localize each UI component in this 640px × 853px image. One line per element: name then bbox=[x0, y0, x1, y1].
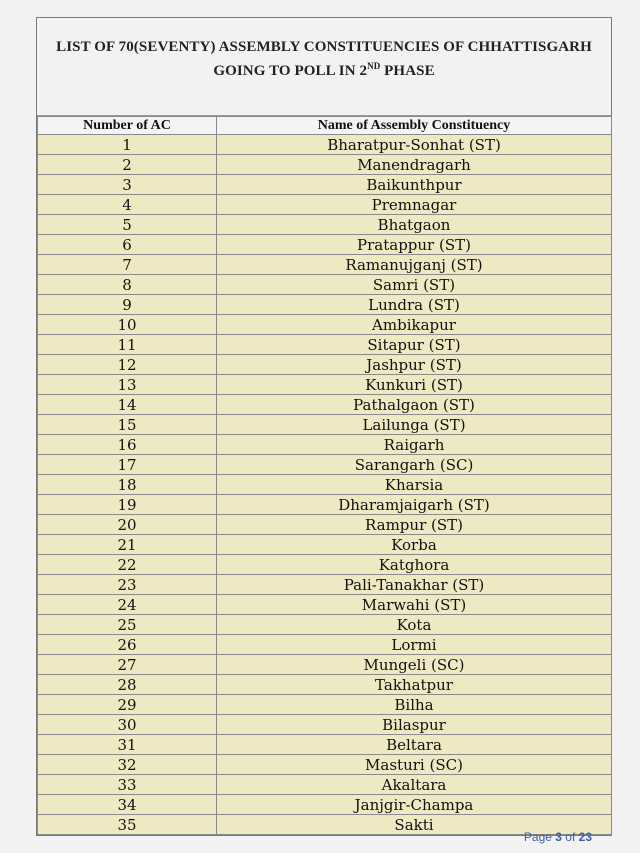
constituency-name-cell: Marwahi (ST) bbox=[217, 595, 612, 615]
page-total: 23 bbox=[578, 830, 592, 844]
constituency-name-cell: Bharatpur-Sonhat (ST) bbox=[217, 135, 612, 155]
table-row bbox=[38, 555, 612, 575]
constituency-name-cell: Lailunga (ST) bbox=[217, 415, 612, 435]
constituency-name-cell: Jashpur (ST) bbox=[217, 355, 612, 375]
ac-number-cell: 5 bbox=[38, 215, 217, 235]
constituency-name-cell: Kota bbox=[217, 615, 612, 635]
ac-number-cell: 9 bbox=[38, 295, 217, 315]
ac-number-cell: 29 bbox=[38, 695, 217, 715]
constituency-name-cell: Pathalgaon (ST) bbox=[217, 395, 612, 415]
ac-number-cell: 30 bbox=[38, 715, 217, 735]
ac-number-cell: 34 bbox=[38, 795, 217, 815]
ac-number-cell: 17 bbox=[38, 455, 217, 475]
table-row bbox=[38, 755, 612, 775]
ac-number-cell: 26 bbox=[38, 635, 217, 655]
table-header-row bbox=[38, 117, 612, 135]
title-line-2-suffix: PHASE bbox=[380, 63, 435, 79]
page-middle: of bbox=[561, 830, 579, 844]
table-row bbox=[38, 355, 612, 375]
constituency-name-cell: Takhatpur bbox=[217, 675, 612, 695]
constituency-name-cell: Janjgir-Champa bbox=[217, 795, 612, 815]
table-row bbox=[38, 435, 612, 455]
constituency-name-cell: Manendragarh bbox=[217, 155, 612, 175]
table-row bbox=[38, 795, 612, 815]
table-row bbox=[38, 335, 612, 355]
constituency-name-cell: Dharamjaigarh (ST) bbox=[217, 495, 612, 515]
table-row bbox=[38, 195, 612, 215]
table-row bbox=[38, 675, 612, 695]
table-row bbox=[38, 295, 612, 315]
constituency-name-cell: Katghora bbox=[217, 555, 612, 575]
ac-number-cell: 7 bbox=[38, 255, 217, 275]
ac-number-cell: 18 bbox=[38, 475, 217, 495]
title-ordinal-suffix: ND bbox=[367, 61, 381, 71]
constituency-name-cell: Ramanujganj (ST) bbox=[217, 255, 612, 275]
table-row bbox=[38, 715, 612, 735]
constituency-name-cell: Sakti bbox=[217, 815, 612, 835]
table-row bbox=[38, 395, 612, 415]
ac-number-cell: 35 bbox=[38, 815, 217, 835]
table-row bbox=[38, 135, 612, 155]
header-number-of-ac: Number of AC bbox=[38, 117, 217, 135]
constituency-name-cell: Bhatgaon bbox=[217, 215, 612, 235]
table-row bbox=[38, 315, 612, 335]
table-row bbox=[38, 575, 612, 595]
constituency-name-cell: Sitapur (ST) bbox=[217, 335, 612, 355]
constituency-name-cell: Akaltara bbox=[217, 775, 612, 795]
ac-number-cell: 32 bbox=[38, 755, 217, 775]
table-row bbox=[38, 695, 612, 715]
table-body bbox=[38, 135, 612, 835]
ac-number-cell: 15 bbox=[38, 415, 217, 435]
ac-number-cell: 33 bbox=[38, 775, 217, 795]
page-number bbox=[524, 830, 592, 844]
ac-number-cell: 2 bbox=[38, 155, 217, 175]
constituency-name-cell: Mungeli (SC) bbox=[217, 655, 612, 675]
ac-number-cell: 20 bbox=[38, 515, 217, 535]
table-row bbox=[38, 515, 612, 535]
page-current: 3 bbox=[555, 830, 562, 844]
table-row bbox=[38, 535, 612, 555]
ac-number-cell: 11 bbox=[38, 335, 217, 355]
table-row bbox=[38, 235, 612, 255]
constituency-name-cell: Ambikapur bbox=[217, 315, 612, 335]
ac-number-cell: 14 bbox=[38, 395, 217, 415]
table-row bbox=[38, 175, 612, 195]
ac-number-cell: 27 bbox=[38, 655, 217, 675]
ac-number-cell: 22 bbox=[38, 555, 217, 575]
constituency-name-cell: Baikunthpur bbox=[217, 175, 612, 195]
constituency-name-cell: Lormi bbox=[217, 635, 612, 655]
ac-number-cell: 3 bbox=[38, 175, 217, 195]
ac-number-cell: 12 bbox=[38, 355, 217, 375]
constituency-name-cell: Masturi (SC) bbox=[217, 755, 612, 775]
ac-number-cell: 24 bbox=[38, 595, 217, 615]
constituency-name-cell: Lundra (ST) bbox=[217, 295, 612, 315]
ac-number-cell: 13 bbox=[38, 375, 217, 395]
table-row bbox=[38, 275, 612, 295]
ac-number-cell: 28 bbox=[38, 675, 217, 695]
table-row bbox=[38, 415, 612, 435]
ac-number-cell: 25 bbox=[38, 615, 217, 635]
constituency-name-cell: Pratappur (ST) bbox=[217, 235, 612, 255]
constituency-name-cell: Pali-Tanakhar (ST) bbox=[217, 575, 612, 595]
table-row bbox=[38, 155, 612, 175]
ac-number-cell: 16 bbox=[38, 435, 217, 455]
table-row bbox=[38, 775, 612, 795]
ac-number-cell: 31 bbox=[38, 735, 217, 755]
header-constituency-name: Name of Assembly Constituency bbox=[217, 117, 612, 135]
ac-number-cell: 4 bbox=[38, 195, 217, 215]
table-row bbox=[38, 615, 612, 635]
table-row bbox=[38, 655, 612, 675]
title-line-2 bbox=[213, 57, 434, 81]
constituency-name-cell: Rampur (ST) bbox=[217, 515, 612, 535]
table-row bbox=[38, 375, 612, 395]
constituency-table bbox=[37, 116, 612, 835]
table-row bbox=[38, 455, 612, 475]
ac-number-cell: 8 bbox=[38, 275, 217, 295]
ac-number-cell: 21 bbox=[38, 535, 217, 555]
ac-number-cell: 19 bbox=[38, 495, 217, 515]
title-line-1: LIST OF 70(SEVENTY) ASSEMBLY CONSTITUENCIES OF CHHATTISGARH bbox=[56, 39, 592, 55]
constituency-name-cell: Bilha bbox=[217, 695, 612, 715]
table-row bbox=[38, 215, 612, 235]
ac-number-cell: 23 bbox=[38, 575, 217, 595]
constituency-name-cell: Bilaspur bbox=[217, 715, 612, 735]
page-prefix: Page bbox=[523, 830, 556, 844]
table-row bbox=[38, 475, 612, 495]
constituency-name-cell: Raigarh bbox=[217, 435, 612, 455]
constituency-name-cell: Samri (ST) bbox=[217, 275, 612, 295]
constituency-name-cell: Beltara bbox=[217, 735, 612, 755]
title-line-2-prefix: GOING TO POLL IN 2 bbox=[213, 63, 368, 79]
constituency-name-cell: Sarangarh (SC) bbox=[217, 455, 612, 475]
constituency-name-cell: Korba bbox=[217, 535, 612, 555]
constituency-name-cell: Kharsia bbox=[217, 475, 612, 495]
constituency-table-box bbox=[36, 17, 612, 836]
document-title bbox=[37, 18, 611, 116]
ac-number-cell: 1 bbox=[38, 135, 217, 155]
table-row bbox=[38, 735, 612, 755]
ac-number-cell: 10 bbox=[38, 315, 217, 335]
constituency-name-cell: Premnagar bbox=[217, 195, 612, 215]
table-row bbox=[38, 595, 612, 615]
table-row bbox=[38, 255, 612, 275]
table-row bbox=[38, 495, 612, 515]
constituency-name-cell: Kunkuri (ST) bbox=[217, 375, 612, 395]
table-row bbox=[38, 635, 612, 655]
ac-number-cell: 6 bbox=[38, 235, 217, 255]
